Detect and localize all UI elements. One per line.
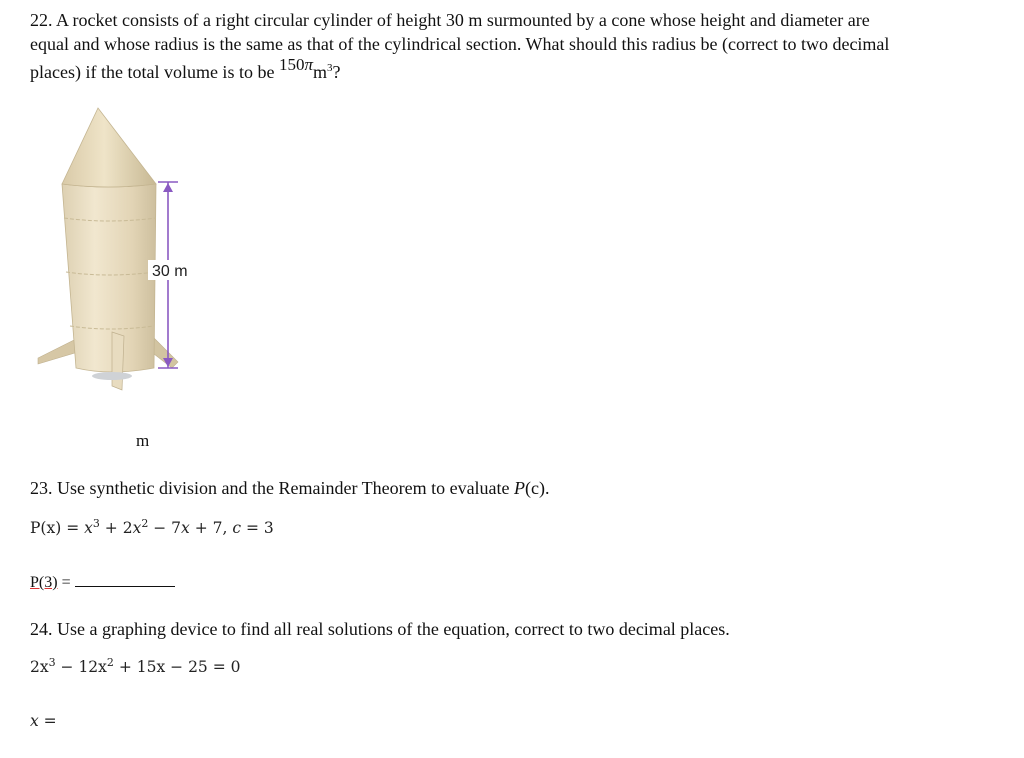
question-22-line-2: equal and whose radius is the same as that of the cylindrical section. What should this radius be (correct to two decimal bbox=[30, 34, 890, 54]
rocket-body bbox=[62, 184, 156, 372]
expr-c: c bbox=[232, 519, 242, 538]
answer-p3-blank[interactable] bbox=[75, 572, 175, 587]
eq-term-3: + 15x − 25 = 0 bbox=[113, 658, 241, 677]
function-name: P bbox=[514, 478, 526, 498]
expr-var-2: x bbox=[132, 519, 142, 538]
question-23 bbox=[30, 476, 550, 500]
rocket-nozzle bbox=[92, 372, 132, 380]
expr-term-4: + 7, bbox=[189, 519, 233, 538]
answer-x-equals: = bbox=[38, 712, 57, 730]
right-fin bbox=[154, 338, 178, 368]
question-22 bbox=[30, 8, 1015, 80]
expr-lhs: P(x) = bbox=[30, 519, 85, 538]
function-argument: (c) bbox=[525, 478, 546, 498]
question-22-line-3-text: places) if the total volume is to be bbox=[30, 62, 279, 82]
expr-term-5: = 3 bbox=[241, 519, 274, 538]
expr-exp-2: 2 bbox=[141, 517, 149, 530]
height-label: 30 m bbox=[152, 263, 188, 280]
answer-p3 bbox=[30, 572, 175, 592]
question-22-line-3 bbox=[30, 56, 1015, 80]
left-fin bbox=[38, 338, 78, 364]
eq-term-2: − 12x bbox=[55, 658, 107, 677]
question-22-line-1: 22. A rocket consists of a right circular cylinder of height 30 m surmounted by a cone whose height and diameter are bbox=[30, 10, 870, 30]
answer-x bbox=[30, 712, 57, 730]
pi-symbol: π bbox=[304, 55, 313, 74]
rocket-nose-cone bbox=[62, 108, 156, 187]
volume-exponent: 3 bbox=[326, 62, 333, 74]
eq-exp-2: 2 bbox=[106, 656, 114, 669]
answer-x-var: x bbox=[30, 712, 39, 730]
expr-var-3: x bbox=[181, 519, 190, 538]
question-mark: ? bbox=[332, 62, 341, 82]
up-arrow-icon bbox=[163, 183, 173, 192]
polynomial-expression bbox=[30, 517, 274, 537]
question-23-period: . bbox=[545, 478, 550, 498]
equation-expression bbox=[30, 656, 241, 676]
answer-p3-equals: = bbox=[57, 574, 71, 591]
unit-label: m bbox=[136, 431, 150, 450]
volume-number: 150 bbox=[278, 55, 305, 74]
volume-unit: m bbox=[312, 62, 327, 82]
expr-var-1: x bbox=[84, 519, 93, 538]
rocket-figure bbox=[30, 100, 230, 400]
answer-p3-label: P(3) bbox=[30, 574, 58, 591]
question-24: 24. Use a graphing device to find all real solutions of the equation, correct to two decimal places. bbox=[30, 619, 730, 639]
question-23-text: 23. Use synthetic division and the Remainder Theorem to evaluate bbox=[30, 478, 515, 498]
eq-exp-3: 3 bbox=[48, 656, 56, 669]
expr-term-3: − 7 bbox=[148, 519, 182, 538]
front-fin bbox=[112, 332, 124, 390]
expr-term-2: + 2 bbox=[99, 519, 133, 538]
expr-exp-3: 3 bbox=[92, 517, 100, 530]
volume-value bbox=[279, 55, 313, 74]
eq-term-1: 2x bbox=[30, 658, 49, 677]
